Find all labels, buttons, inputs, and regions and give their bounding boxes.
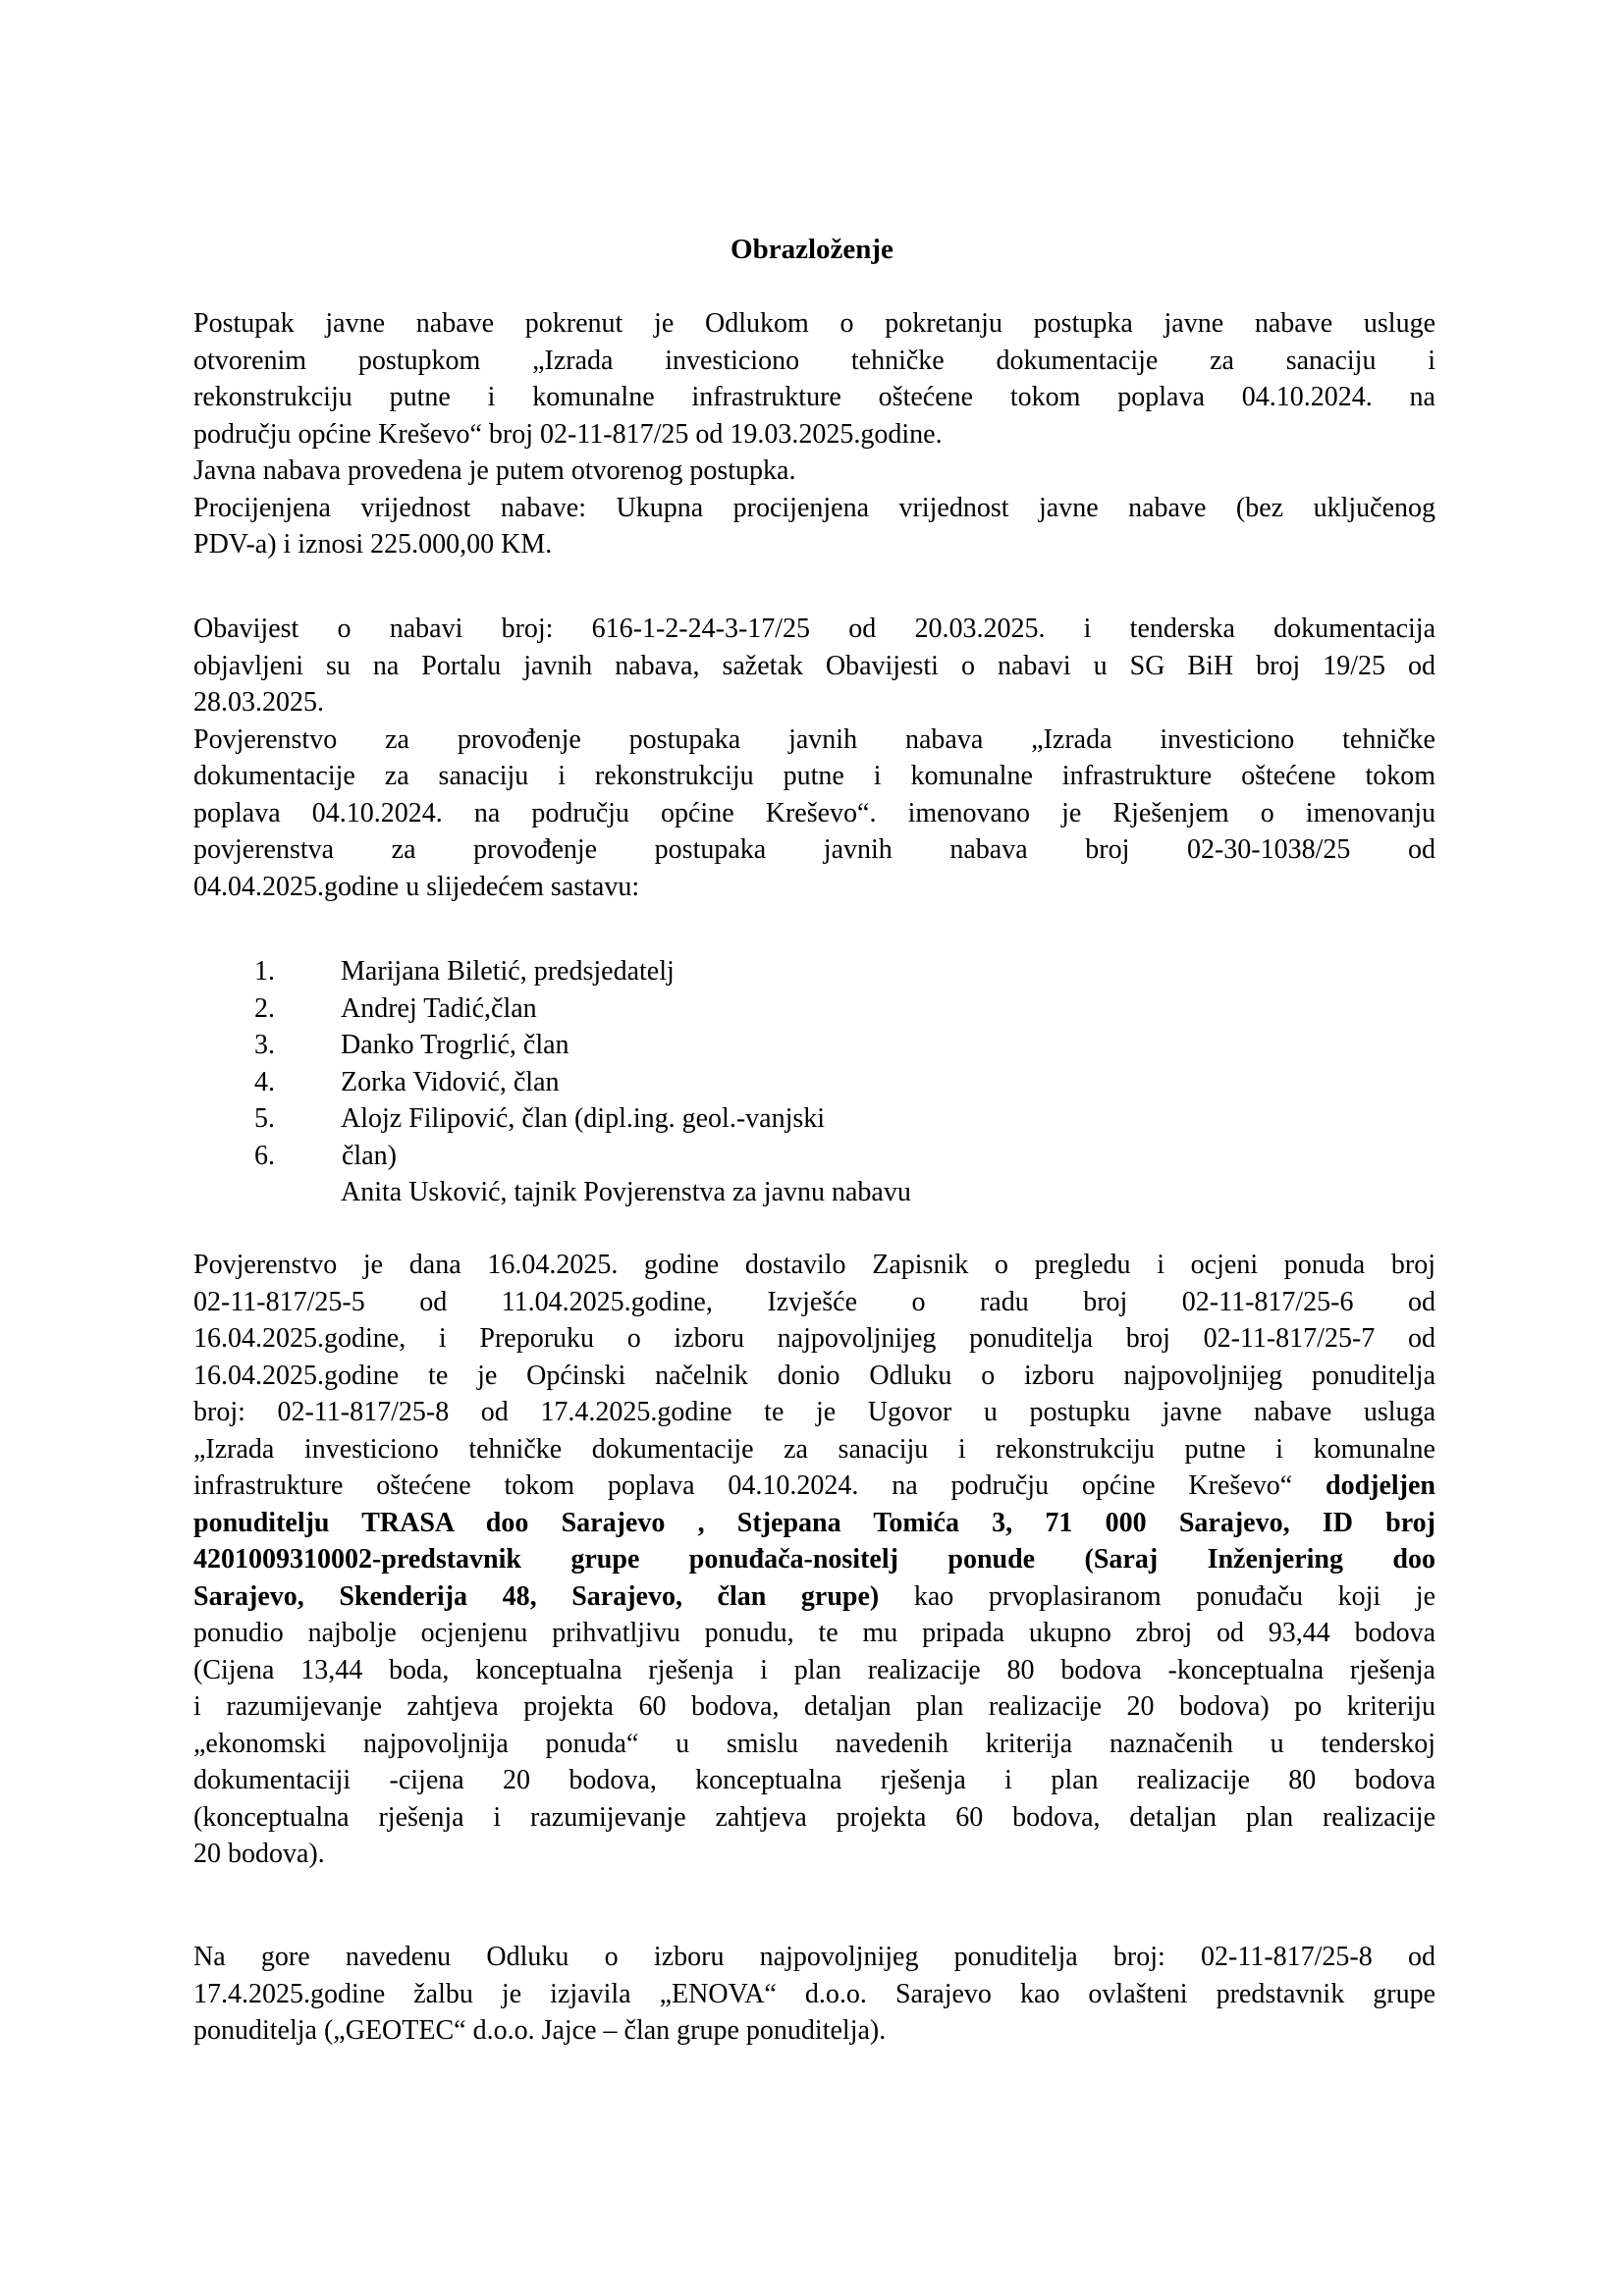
text-line: Obavijest o nabavi broj: 616-1-2-24-3-17/25 od 20.03.2025. i tenderska dokumentacija xyxy=(193,614,1435,644)
text-line: Na gore navedenu Odluku o izboru najpovoljnijeg ponuditelja broj: 02-11-817/25-8 od xyxy=(193,1942,1435,1972)
paragraph-intro xyxy=(193,305,1435,563)
text-line: ponuditelja („GEOTEC“ d.o.o. Jajce – član grupe ponuditelja). xyxy=(193,2015,887,2046)
list-number: 4. xyxy=(254,1066,275,1097)
text-run: 20 bodova). xyxy=(193,1839,325,1869)
text-run: dokumentaciji -cijena 20 bodova, konceptualna rješenja i plan realizacije 80 bodova xyxy=(193,1765,1435,1795)
text-line xyxy=(193,1578,1435,1616)
list-number: 2. xyxy=(254,992,275,1024)
list-text: član) xyxy=(335,1140,397,1171)
text-line: Povjerenstvo za provođenje postupaka javnih nabava „Izrada investiciono tehničke xyxy=(193,723,1435,755)
paragraph-decision xyxy=(193,1247,1435,1873)
text-run: infrastrukture oštećene tokom poplava 04.10.2024. na području općine Kreševo“ xyxy=(193,1470,1326,1501)
list-item xyxy=(254,1027,1236,1064)
text-line: području općine Kreševo“ broj 02-11-817/25 od 19.03.2025.godine. xyxy=(193,418,943,450)
list-number: 3. xyxy=(254,1030,275,1060)
text-line xyxy=(193,1468,1435,1505)
text-line: objavljeni su na Portalu javnih nabava, sažetak Obavijesti o nabavi u SG BiH broj 19/25 od xyxy=(193,650,1435,681)
list-number: 6. xyxy=(254,1140,275,1171)
text-run: broj: 02-11-817/25-8 od 17.4.2025.godine te je Ugovor u postupku javne nabave usluga xyxy=(193,1397,1435,1427)
paragraph-appeal xyxy=(193,1939,1435,2050)
text-line xyxy=(193,1541,1435,1578)
text-line: povjerenstva za provođenje postupaka javnih nabava broj 02-30-1038/25 od xyxy=(193,834,1435,865)
list-item xyxy=(254,1174,1236,1211)
page-title: Obrazloženje xyxy=(731,234,893,265)
text-run: „Izrada investiciono tehničke dokumentacije za sanaciju i rekonstrukciju putne i komunalne xyxy=(193,1433,1435,1465)
text-line: PDV-a) i iznosi 225.000,00 KM. xyxy=(193,529,553,560)
text-line: 04.04.2025.godine u slijedećem sastavu: xyxy=(193,871,640,902)
text-line: 28.03.2025. xyxy=(193,687,324,718)
bold-text-run: 4201009310002-predstavnik grupe ponuđača-nositelj ponude (Saraj Inženjering doo xyxy=(193,1544,1435,1575)
text-line xyxy=(193,1247,1435,1284)
list-number: 5. xyxy=(254,1103,275,1134)
text-line xyxy=(193,1652,1435,1689)
list-number: 1. xyxy=(254,956,275,987)
text-run: 02-11-817/25-5 od 11.04.2025.godine, Izvješće o radu broj 02-11-817/25-6 od xyxy=(193,1286,1435,1317)
text-line xyxy=(193,1762,1435,1799)
text-line xyxy=(193,1615,1435,1652)
text-run: i razumijevanje zahtjeva projekta 60 bodova, detaljan plan realizacije 20 bodova) po kriteriju xyxy=(193,1691,1435,1722)
text-run: ponudio najbolje ocjenjenu prihvatljivu ponudu, te mu pripada ukupno zbroj od 93,44 bodova xyxy=(193,1618,1435,1648)
text-line xyxy=(193,1320,1435,1358)
list-text: Zorka Vidović, član xyxy=(341,1066,560,1097)
text-line xyxy=(193,1799,1435,1837)
bold-text-run: Sarajevo, Skenderija 48, Sarajevo, član grupe) xyxy=(193,1580,880,1612)
text-line xyxy=(193,1284,1435,1321)
text-line xyxy=(193,1358,1435,1395)
text-line xyxy=(193,1505,1435,1542)
text-line: dokumentacije za sanaciju i rekonstrukciju putne i komunalne infrastrukture oštećene tokom xyxy=(193,761,1435,791)
bold-text-run: dodjeljen xyxy=(1326,1470,1435,1501)
text-line: poplava 04.10.2024. na području općine Kreševo“. imenovano je Rješenjem o imenovanju xyxy=(193,797,1435,828)
list-item xyxy=(254,1064,1236,1101)
text-line xyxy=(193,1394,1435,1431)
text-line: otvorenim postupkom „Izrada investiciono tehničke dokumentacije za sanaciju i xyxy=(193,345,1435,376)
text-run: (konceptualna rješenja i razumijevanje zahtjeva projekta 60 bodova, detaljan plan realizacije xyxy=(193,1801,1435,1833)
bold-text-run: ponuditelju TRASA doo Sarajevo , Stjepana Tomića 3, 71 000 Sarajevo, ID broj xyxy=(193,1507,1435,1538)
list-item xyxy=(254,1138,1236,1175)
text-line: Procijenjena vrijednost nabave: Ukupna procijenjena vrijednost javne nabave (bez uključenog xyxy=(193,492,1435,523)
text-run: kao prvoplasiranom ponuđaču koji je xyxy=(879,1580,1435,1612)
list-item xyxy=(254,990,1236,1028)
list-text: Marijana Biletić, predsjedatelj xyxy=(341,956,675,987)
text-line: Javna nabava provedena je putem otvorenog postupka. xyxy=(193,455,796,486)
list-text: Andrej Tadić,član xyxy=(341,992,537,1024)
list-text: Anita Usković, tajnik Povjerenstva za javnu nabavu xyxy=(341,1177,911,1207)
list-text: Alojz Filipović, član (dipl.ing. geol.-vanjski xyxy=(341,1103,826,1134)
text-run: (Cijena 13,44 boda, konceptualna rješenja i plan realizacije 80 bodova -konceptualna rješenja xyxy=(193,1654,1435,1685)
text-line xyxy=(193,1836,1435,1873)
text-run: 16.04.2025.godine, i Preporuku o izboru najpovoljnijeg ponuditelja broj 02-11-817/25-7 od xyxy=(193,1323,1435,1354)
text-line: 17.4.2025.godine žalbu je izjavila „ENOVA“ d.o.o. Sarajevo kao ovlašteni predstavnik grupe xyxy=(193,1978,1435,2009)
text-run: „ekonomski najpovoljnija ponuda“ u smislu navedenih kriterija naznačenih u tenderskoj xyxy=(193,1728,1435,1759)
list-item xyxy=(254,953,1236,990)
list-item xyxy=(254,1100,1236,1138)
text-run: Povjerenstvo je dana 16.04.2025. godine dostavilo Zapisnik o pregledu i ocjeni ponuda broj xyxy=(193,1250,1435,1280)
text-line xyxy=(193,1726,1435,1763)
committee-member-list xyxy=(254,953,1236,1211)
text-line: rekonstrukciju putne i komunalne infrastrukture oštećene tokom poplava 04.10.2024. na xyxy=(193,382,1435,412)
list-text: Danko Trogrlić, član xyxy=(341,1030,569,1060)
text-line xyxy=(193,1431,1435,1468)
text-line xyxy=(193,1688,1435,1726)
text-line: Postupak javne nabave pokrenut je Odlukom o pokretanju postupka javne nabave usluge xyxy=(193,308,1435,339)
text-run: 16.04.2025.godine te je Općinski načelnik donio Odluku o izboru najpovoljnijeg ponuditelja xyxy=(193,1360,1435,1391)
paragraph-announcement xyxy=(193,611,1435,905)
